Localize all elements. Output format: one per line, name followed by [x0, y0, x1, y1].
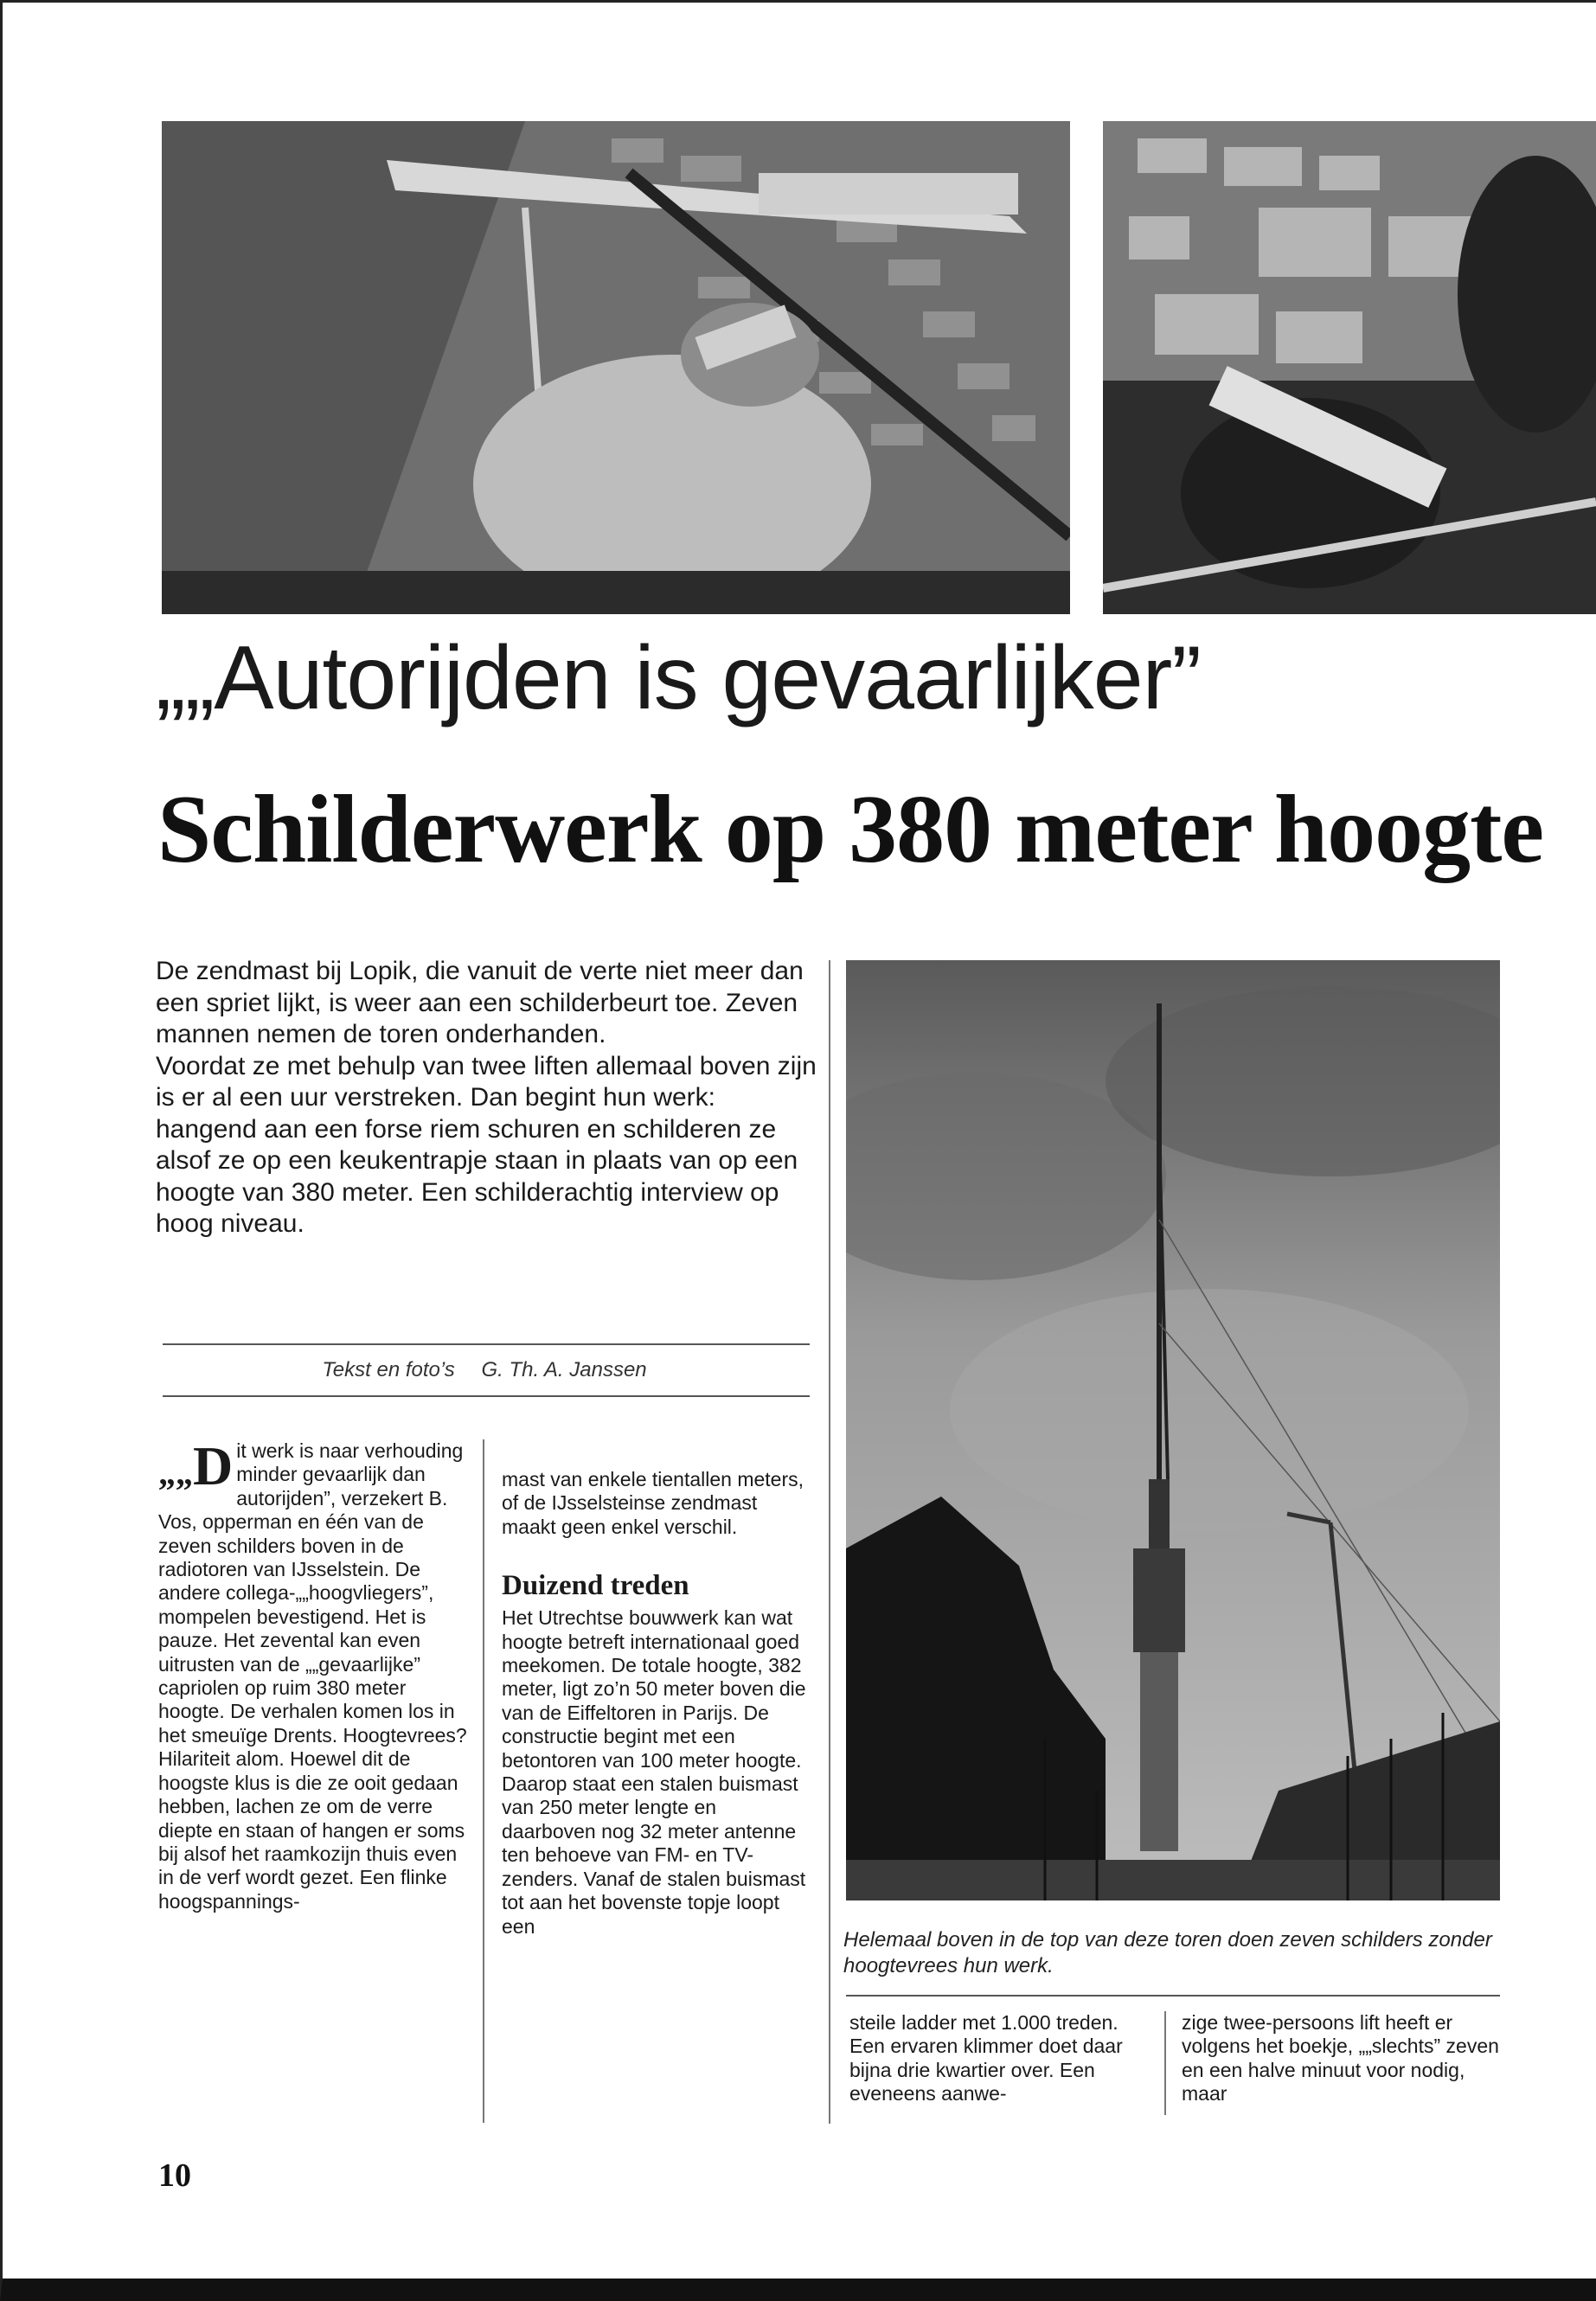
body-column-2 [502, 1468, 815, 1939]
body-paragraph-3: Het Utrechtse bouwwerk kan wat hoogte betreft internationaal goed meekomen. De totale hoogte, 382 meter, ligt zo’n 50 meter boven die van de Eiffeltoren in Parijs. De constructie begint met een betontoren van 100 meter hoogte. Daarop staat een stalen buismast van 250 meter lengte en daarboven nog 32 meter antenne ten behoeve van FM- en TV-zenders. Vanaf de stalen buismast tot aan het bovenste topje loopt een [502, 1606, 806, 1938]
byline-label: Tekst en foto’s [322, 1358, 455, 1381]
body-paragraph-5: zige twee-persoons lift heeft er volgens het boekje, „„slechts” zeven en een halve minuut voor nodig, maar [1182, 2011, 1499, 2106]
byline [156, 1358, 813, 1382]
dropcap-letter: D [193, 1435, 234, 1497]
photo-workers-with-safety-belts [1103, 121, 1596, 614]
column-divider-2 [829, 960, 830, 2124]
body-paragraph-1 [158, 1435, 471, 1913]
byline-rule-top [163, 1343, 810, 1345]
caption-rule [846, 1995, 1500, 1997]
byline-rule-bottom [163, 1395, 810, 1397]
body-paragraph-4: steile ladder met 1.000 treden. Een ervaren klimmer doet daar bijna drie kwartier over. Een eveneens aanwe- [849, 2011, 1123, 2106]
photo-painter-on-mast-image [162, 121, 1070, 614]
photo-painter-on-mast [162, 121, 1070, 614]
subheading-duizend-treden: Duizend treden [502, 1570, 689, 1602]
photo-workers-with-safety-belts-image [1103, 121, 1596, 614]
subheadline: Schilderwerk op 380 meter hoogte [157, 776, 1544, 883]
intro-text [156, 956, 822, 1240]
intro-paragraph: De zendmast bij Lopik, die vanuit de verte niet meer dan een spriet lijkt, is weer aan een schilderbeurt toe. Zeven mannen nemen de toren onderhanden. [156, 957, 804, 1048]
photo-radio-tower [846, 960, 1500, 1900]
photo-caption: Helemaal boven in de top van deze toren doen zeven schilders zonder hoogtevrees hun werk. [843, 1928, 1492, 1977]
body-column-3 [849, 2011, 1152, 2106]
body-text: it werk is naar verhouding minder gevaarlijk dan autorijden”, verzekert B. Vos, opperman en één van de zeven schilders boven in de radiotoren van IJsselstein. De andere collega-„„hoogvliegers”, mompelen bevestigend. Het is pauze. Het zevental kan even uitrusten van de „„gevaarlijke” capriolen op ruim 380 meter hoogte. De verhalen komen los in het smeuïge Drents. Hoogtevrees? Hilariteit alom. Hoewel dit de hoogste klus is die ze ooit gedaan hebben, lachen ze om de verre diepte en staan of hangen er soms bij alsof het raamkozijn thuis even in de verf wordt gezet. Een flinke hoogspannings- [158, 1439, 467, 1913]
dropcap-quote: „„ [158, 1453, 193, 1492]
body-paragraph-2: mast van enkele tientallen meters, of de IJsselsteinse zendmast maakt geen enkel verschil. [502, 1468, 804, 1538]
body-column-4 [1182, 2011, 1500, 2106]
dropcap [158, 1435, 234, 1497]
body-column-1 [158, 1435, 471, 1913]
column-divider-1 [483, 1439, 484, 2123]
page-number: 10 [158, 2157, 191, 2194]
headline: „„Autorijden is gevaarlijker” [156, 628, 1201, 728]
column-divider-3 [1164, 2011, 1166, 2115]
photo-radio-tower-image [846, 960, 1500, 1900]
byline-author: G. Th. A. Janssen [481, 1358, 647, 1381]
intro-paragraph: Voordat ze met behulp van twee liften allemaal boven zijn is er al een uur verstreken. Dan begint hun werk: hangend aan een forse riem schuren en schilderen ze alsof ze op een keukentrapje staan in plaats van op een hoogte van 380 meter. Een schilderachtig interview op hoog niveau. [156, 1051, 817, 1238]
